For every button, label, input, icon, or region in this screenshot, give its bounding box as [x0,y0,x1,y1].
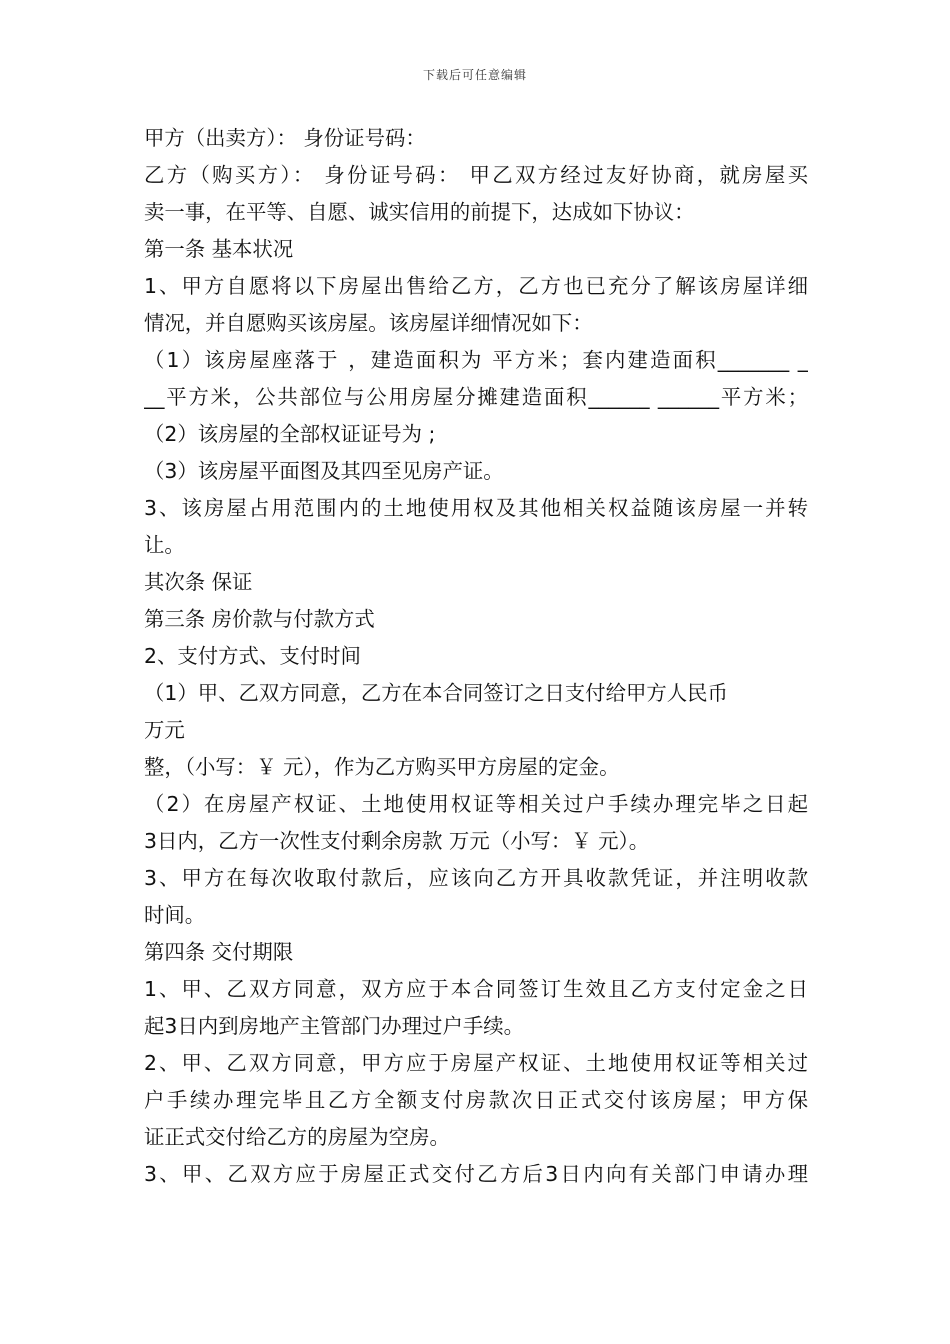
document-line: 万元 [144,718,185,742]
document-line: 时间。 [144,903,206,927]
document-line: （2）在房屋产权证、土地使用权证等相关过户手续办理完毕之日起 [144,792,808,816]
document-line: 户手续办理完毕且乙方全额支付房款次日正式交付该房屋；甲方保 [144,1088,808,1112]
document-line: 整，（小写：￥ 元），作为乙方购买甲方房屋的定金。 [144,755,620,779]
document-line: 第一条 基本状况 [144,237,294,261]
document-line: 证正式交付给乙方的房屋为空房。 [144,1125,450,1149]
document-line: 让。 [144,533,185,557]
document-line: 其次条 保证 [144,570,253,594]
document-line: （3）该房屋平面图及其四至见房产证。 [144,459,504,483]
document-line: 3日内，乙方一次性支付剩余房款 万元（小写：￥ 元）。 [144,829,650,853]
document-line: （1）该房屋座落于 ，建造面积为 平方米；套内建造面积_______ _ [144,348,808,372]
document-line: （1）甲、乙双方同意，乙方在本合同签订之日支付给甲方人民币 [144,681,728,705]
document-line: 起3日内到房地产主管部门办理过户手续。 [144,1014,525,1038]
document-line: 3、甲、乙双方应于房屋正式交付乙方后3日内向有关部门申请办理 [144,1162,808,1186]
document-body [144,120,808,1193]
document-line: 1、甲、乙双方同意，双方应于本合同签订生效且乙方支付定金之日 [144,977,808,1001]
document-line: 乙方（购买方）： 身份证号码： 甲乙双方经过友好协商，就房屋买 [144,163,808,187]
document-line: 第四条 交付期限 [144,940,294,964]
document-line: （2）该房屋的全部权证证号为 ; [144,422,436,446]
document-line: 情况，并自愿购买该房屋。该房屋详细情况如下： [144,311,593,335]
document-line: 2、支付方式、支付时间 [144,644,361,668]
document-line: 第三条 房价款与付款方式 [144,607,375,631]
document-line: __平方米，公共部位与公用房屋分摊建造面积______ ______平方米； [144,385,808,409]
document-line: 卖一事，在平等、自愿、诚实信用的前提下，达成如下协议： [144,200,695,224]
document-line: 3、甲方在每次收取付款后，应该向乙方开具收款凭证，并注明收款 [144,866,808,890]
page-header-note: 下载后可任意编辑 [422,68,527,82]
document-line: 1、甲方自愿将以下房屋出售给乙方，乙方也已充分了解该房屋详细 [144,274,808,298]
document-line: 2、甲、乙双方同意，甲方应于房屋产权证、土地使用权证等相关过 [144,1051,808,1075]
document-line: 甲方（出卖方）： 身份证号码： [144,126,426,150]
document-line: 3、该房屋占用范围内的土地使用权及其他相关权益随该房屋一并转 [144,496,808,520]
